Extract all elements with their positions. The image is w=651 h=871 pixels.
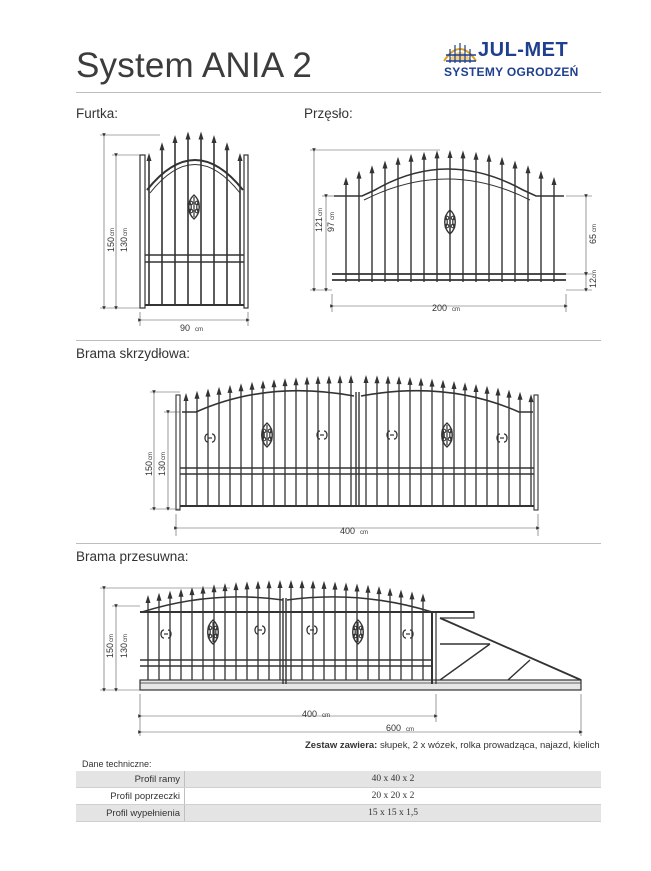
picket-spear bbox=[396, 157, 401, 165]
tech-row-value: 40 x 40 x 2 bbox=[185, 771, 602, 788]
tech-data-table bbox=[76, 771, 601, 822]
picket-spear bbox=[294, 377, 299, 385]
picket-spear bbox=[448, 150, 453, 158]
picket-spear bbox=[199, 131, 204, 139]
picket-spear bbox=[186, 131, 191, 139]
picket-spear bbox=[409, 154, 414, 162]
picket-spear bbox=[261, 380, 266, 388]
picket-spear bbox=[147, 153, 152, 161]
picket-spear bbox=[474, 384, 479, 392]
svg-text:cm: cm bbox=[322, 713, 330, 719]
picket-spear bbox=[421, 594, 426, 602]
svg-text:cm: cm bbox=[592, 224, 598, 232]
picket-spear bbox=[168, 591, 173, 599]
picket-spear bbox=[526, 165, 531, 173]
picket-spear bbox=[300, 580, 305, 588]
picket-spear bbox=[397, 376, 402, 384]
tech-row-value: 20 x 20 x 2 bbox=[185, 788, 602, 805]
tech-row-name: Profil poprzeczki bbox=[76, 788, 185, 805]
przesuwna-height-130: 130 bbox=[119, 642, 129, 658]
logo-name: JUL-MET bbox=[478, 39, 569, 61]
picket-spear bbox=[386, 376, 391, 384]
przeslo-width: 200 bbox=[432, 303, 448, 313]
picket-spear bbox=[333, 582, 338, 590]
picket-spear bbox=[452, 381, 457, 389]
picket-spear bbox=[217, 387, 222, 395]
section-title-brama-skrzydlowa: Brama skrzydłowa: bbox=[76, 346, 191, 361]
tech-data-label: Dane techniczne: bbox=[82, 759, 152, 769]
picket-spear bbox=[463, 382, 468, 390]
picket-spear bbox=[518, 392, 523, 400]
picket-spear bbox=[441, 380, 446, 388]
table-row bbox=[76, 788, 601, 805]
picket-spear bbox=[245, 581, 250, 589]
brama-skrzydlowa-drawing bbox=[144, 375, 538, 536]
picket-spear bbox=[289, 580, 294, 588]
picket-spear bbox=[225, 142, 230, 150]
picket-spear bbox=[223, 583, 228, 591]
furtka-height-150: 150 bbox=[106, 236, 116, 252]
set-contents-text: słupek, 2 x wózek, rolka prowadząca, najazd, kielich bbox=[379, 740, 600, 751]
svg-text:cm: cm bbox=[195, 327, 203, 333]
svg-text:cm: cm bbox=[330, 212, 336, 220]
przeslo-height-121: 121 bbox=[314, 216, 324, 232]
picket-spear bbox=[250, 382, 255, 390]
przesuwna-width-400: 400 bbox=[302, 709, 318, 719]
picket-spear bbox=[539, 171, 544, 179]
section-title-brama-przesuwna: Brama przesuwna: bbox=[76, 549, 189, 564]
picket-spear bbox=[327, 375, 332, 383]
picket-spear bbox=[267, 580, 272, 588]
brama-przesuwna-drawing bbox=[100, 580, 581, 736]
picket-spear bbox=[160, 142, 165, 150]
picket-spear bbox=[173, 135, 178, 143]
svg-text:cm: cm bbox=[109, 634, 115, 642]
picket-spear bbox=[474, 152, 479, 160]
picket-spear bbox=[283, 378, 288, 386]
picket-spear bbox=[496, 388, 501, 396]
picket-spear bbox=[228, 385, 233, 393]
skrzydlowa-height-150: 150 bbox=[144, 460, 154, 476]
picket-spear bbox=[201, 586, 206, 594]
picket-spear bbox=[179, 589, 184, 597]
picket-spear bbox=[146, 595, 151, 603]
przeslo-height-97: 97 bbox=[326, 221, 336, 232]
picket-spear bbox=[311, 580, 316, 588]
tech-row-name: Profil ramy bbox=[76, 771, 185, 788]
set-contents-label: Zestaw zawiera: bbox=[305, 740, 378, 751]
picket-spear bbox=[357, 171, 362, 179]
svg-text:cm: cm bbox=[123, 634, 129, 642]
page-title: System ANIA 2 bbox=[76, 46, 313, 85]
picket-spear bbox=[422, 152, 427, 160]
picket-spear bbox=[507, 390, 512, 398]
picket-spear bbox=[212, 135, 217, 143]
picket-spear bbox=[408, 377, 413, 385]
picket-spear bbox=[338, 375, 343, 383]
picket-spear bbox=[419, 378, 424, 386]
furtka-drawing bbox=[100, 131, 248, 333]
svg-text:cm: cm bbox=[161, 452, 167, 460]
furtka-height-130: 130 bbox=[119, 236, 129, 252]
svg-text:cm: cm bbox=[592, 270, 598, 278]
picket-spear bbox=[349, 375, 354, 383]
przeslo-height-65: 65 bbox=[588, 233, 598, 244]
picket-spear bbox=[239, 383, 244, 391]
picket-spear bbox=[344, 582, 349, 590]
picket-spear bbox=[278, 580, 283, 588]
svg-text:cm: cm bbox=[452, 307, 460, 313]
picket-spear bbox=[430, 379, 435, 387]
picket-spear bbox=[485, 386, 490, 394]
svg-text:cm: cm bbox=[318, 208, 324, 216]
przesuwna-width-600: 600 bbox=[386, 723, 402, 733]
picket-spear bbox=[435, 150, 440, 158]
przeslo-height-12: 12 bbox=[588, 277, 598, 288]
picket-spear bbox=[184, 393, 189, 401]
picket-spear bbox=[157, 593, 162, 601]
picket-spear bbox=[399, 589, 404, 597]
picket-spear bbox=[529, 394, 534, 402]
picket-spear bbox=[461, 150, 466, 158]
furtka-width: 90 bbox=[180, 323, 191, 333]
picket-spear bbox=[500, 157, 505, 165]
set-contents bbox=[305, 740, 600, 751]
przeslo-drawing bbox=[310, 150, 598, 313]
picket-spear bbox=[370, 165, 375, 173]
section-title-furtka: Furtka: bbox=[76, 106, 119, 121]
picket-spear bbox=[316, 376, 321, 384]
table-row bbox=[76, 771, 601, 788]
svg-text:cm: cm bbox=[110, 228, 116, 236]
table-row bbox=[76, 805, 601, 822]
svg-text:cm: cm bbox=[123, 228, 129, 236]
section-title-przeslo: Przęsło: bbox=[304, 106, 353, 121]
picket-spear bbox=[195, 391, 200, 399]
picket-spear bbox=[513, 161, 518, 169]
picket-spear bbox=[366, 585, 371, 593]
picket-spear bbox=[383, 161, 388, 169]
tech-row-name: Profil wypełnienia bbox=[76, 805, 185, 822]
picket-spear bbox=[256, 581, 261, 589]
tech-row-value: 15 x 15 x 1,5 bbox=[185, 805, 602, 822]
svg-text:cm: cm bbox=[406, 727, 414, 733]
picket-spear bbox=[355, 583, 360, 591]
picket-spear bbox=[322, 581, 327, 589]
przesuwna-height-150: 150 bbox=[105, 642, 115, 658]
skrzydlowa-height-130: 130 bbox=[157, 460, 167, 476]
picket-spear bbox=[487, 154, 492, 162]
picket-spear bbox=[234, 582, 239, 590]
picket-spear bbox=[552, 177, 557, 185]
svg-text:cm: cm bbox=[148, 452, 154, 460]
picket-spear bbox=[344, 177, 349, 185]
picket-spear bbox=[388, 588, 393, 596]
svg-text:cm: cm bbox=[360, 530, 368, 536]
picket-spear bbox=[377, 586, 382, 594]
picket-spear bbox=[206, 389, 211, 397]
picket-spear bbox=[305, 376, 310, 384]
picket-spear bbox=[410, 591, 415, 599]
skrzydlowa-width: 400 bbox=[340, 526, 356, 536]
picket-spear bbox=[238, 153, 243, 161]
picket-spear bbox=[364, 375, 369, 383]
picket-spear bbox=[375, 375, 380, 383]
logo-tagline: SYSTEMY OGRODZEŃ bbox=[444, 65, 579, 79]
picket-spear bbox=[272, 379, 277, 387]
